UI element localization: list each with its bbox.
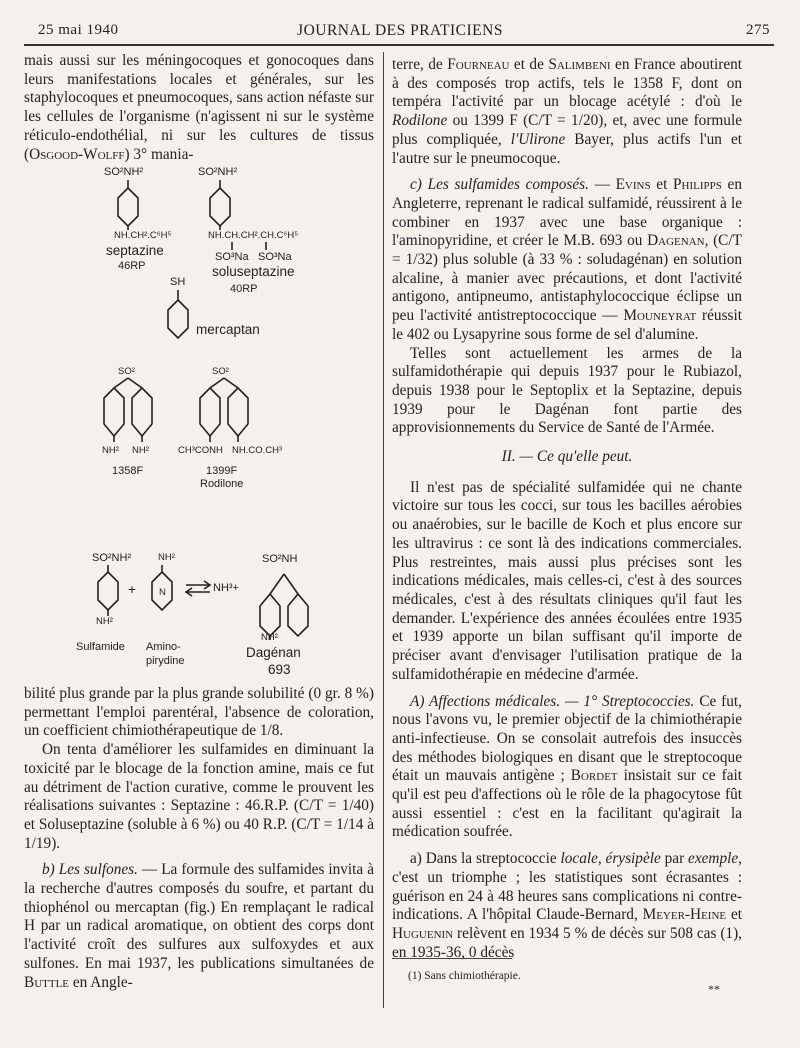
- author-name: Fourneau: [447, 56, 510, 73]
- benzene-ring-mercaptan: [168, 300, 188, 338]
- author-name: Evins: [615, 176, 651, 194]
- right-column: [392, 56, 742, 962]
- header-journal-title: JOURNAL DES PRATICIENS: [297, 22, 503, 39]
- soluseptazine-sulfonate-a: SO³Na: [215, 251, 249, 263]
- soluseptazine-label: soluseptazine: [212, 264, 295, 279]
- aminopyridine-label-2: pirydine: [146, 655, 185, 667]
- text: terre, de: [392, 56, 448, 73]
- author-name: Salimbeni: [548, 56, 611, 73]
- author-name: Meyer-Heine: [642, 906, 727, 924]
- author-name: Huguenin: [392, 924, 454, 942]
- drug-name: Rodilone: [392, 112, 448, 130]
- left-column-bottom: [24, 685, 374, 992]
- sulfamide-amine: NH²: [96, 616, 113, 627]
- text: , (C/T = 1/32) plus soluble (à 33 % : soludagénan) en solution alcaline, à manier avec précautions, et dont l'activité antigono, antipneumo, antistaphylococcique éclipse un peu l'activité antistreptococcique —: [392, 232, 742, 325]
- bond: [224, 378, 238, 388]
- author-name: Philipps: [673, 176, 722, 194]
- ammonia-byproduct: NH³+: [213, 582, 239, 594]
- dagenan-amine: NH²: [261, 632, 278, 643]
- emphasis: locale, érysipèle: [560, 850, 661, 868]
- text: mais aussi sur les méningocoques et gonocoques dans leurs manifestations locales et générales, sur les staphylocoques et pneumocoques, sans action néfaste sur les cellules de l'organisme (n'agissent ni sur le système réticulo-endothélial, ni sur les cultures de tissus (: [24, 52, 374, 163]
- subsection-label: c) Les sulfamides composés.: [410, 176, 589, 194]
- text: Ce fut, nous l'avons vu, le premier objectif de la chimiothérapie anti-infectieuse. On se consolait autrefois des insuccès des méthodes biologiques en disant que le streptocoque était un mauvais antigène ;: [392, 692, 742, 785]
- benzene-ring-dagenan-left: [260, 594, 280, 636]
- section-heading: [392, 448, 742, 467]
- compound-1399f-code: 1399F: [206, 465, 238, 477]
- dagenan-label: Dagénan: [246, 645, 301, 660]
- paragraph: [24, 861, 374, 992]
- signature-mark: **: [708, 982, 720, 996]
- paragraph: Il n'est pas de spécialité sulfamidée qui ne chante victoire sur tous les cocci, sur tous les bacilles aérobies ou anaérobies, sur le bacille de Koch et plus encore sur les ultravirus : ce sont là des indications commerciales. Plus restreintes, mais aussi plus précises sont les indications médicales, mais celles-ci, c'est à des sources médicales, c'est à des résultats cliniques qu'il faut les demander. L'expérience des années écoulées entre 1935 et 1939 apporte un bilan suffisant qu'il importe de préciser avant d'envisager l'utilisation pratique de la sulfamidothérapie en médecine d'armée.: [392, 478, 742, 683]
- bond: [270, 574, 284, 594]
- author-name: Mouneyrat: [623, 307, 697, 325]
- author-name: Buttle: [24, 973, 70, 991]
- dagenan-top-group: SO²NH: [262, 553, 298, 565]
- aminopyridine-nh2: NH²: [158, 552, 175, 563]
- text: en France aboutirent à des composés trop actifs, tels le 1358 F, dont on tempéra l'activité par un blocage acétylé : d'où le: [392, 56, 743, 111]
- benzene-ring-1358f-right: [132, 388, 152, 436]
- header-page-number: 275: [746, 22, 770, 38]
- benzene-ring-septazine: [118, 188, 138, 226]
- pyridine-ring-dagenan-right: [288, 594, 308, 636]
- text: et: [650, 176, 673, 194]
- septazine-amine-group: NH.CH².C⁶H⁵: [114, 230, 172, 241]
- subsection-sublabel: — 1° Streptococcies.: [560, 692, 695, 710]
- sulfamide-top-group: SO²NH²: [92, 552, 132, 564]
- bond: [114, 378, 128, 388]
- text: relèvent en 1934 5 % de décès sur 508 cas (1), en 1935-36, 0 décès: [392, 924, 742, 961]
- paragraph: [392, 56, 742, 168]
- plus-sign: +: [128, 582, 136, 597]
- text: en Angleterre, reprenant le radical sulfamidé, réussirent à le combiner en 1937 avec une base organique : l'aminopyridine, et créer le M.B. 693 ou: [392, 176, 742, 250]
- text: —: [588, 176, 616, 194]
- paragraph: [392, 850, 742, 962]
- text: en Angle-: [69, 973, 133, 991]
- soluseptazine-amine-group: NH.CH.CH².CH.C⁶H⁵: [208, 230, 299, 241]
- text: , c'est un triomphe ; les statistiques sont écrasantes : guérison en 24 à 48 heures sans complications ni contre-indications. A l'hôpital Claude-Bernard,: [392, 850, 742, 924]
- mercaptan-sh-group: SH: [170, 276, 186, 288]
- footnote-rule: [392, 958, 512, 959]
- sulfamide-label: Sulfamide: [76, 641, 125, 653]
- compound-1358f-label: 1358F: [112, 465, 144, 477]
- compound-1358f-nh2-a: NH²: [102, 445, 119, 456]
- septazine-code: 46RP: [118, 260, 146, 272]
- soluseptazine-top-group: SO²NH²: [198, 166, 238, 178]
- paragraph: Telles sont actuellement les armes de la sulfamidothérapie qui depuis 1937 pour le Rubiazol, depuis 1938 pour le Septoplix et la Septazine, depuis 1939 pour le Dagénan font partie des approvisionnements du Service de Santé de l'Armée.: [392, 344, 742, 437]
- text: ou 1399 F (C/T = 1/20), et, avec une formule plus compliquée,: [392, 112, 742, 148]
- text: Bayer, plus actifs l'un et l'autre sur le pneumocoque.: [392, 130, 742, 167]
- text: ) 3° mania-: [124, 145, 194, 163]
- paragraph: bilité plus grande par la plus grande solubilité (0 gr. 8 %) permettant l'emploi parentéral, l'absence de coloration, un coefficient chimiothérapeutique de 1/8.: [24, 685, 374, 740]
- subsection-label: b) Les sulfones.: [42, 861, 138, 879]
- drug-name: Dagenan: [647, 232, 705, 250]
- paragraph: On tenta d'améliorer les sulfamides en diminuant la toxicité par le blocage de la fonction amine, mais ce fut au détriment de l'action curative, comme le prouvent les réalisations suivantes : Septazine : 46.R.P. (C/T = 1/40) et Soluseptazine (soluble à 6 %) ou 40 R.P. (C/T = 1/14 à 1/19).: [24, 741, 374, 852]
- subsection-label: A) Affections médicales.: [410, 692, 561, 710]
- rodilone-label: Rodilone: [200, 478, 244, 490]
- paragraph: [392, 693, 742, 843]
- dagenan-code: 693: [268, 662, 291, 677]
- soluseptazine-code: 40RP: [230, 283, 258, 295]
- septazine-top-group: SO²NH²: [104, 166, 144, 178]
- septazine-label: septazine: [106, 243, 164, 258]
- text: insistait sur ce fait qu'il est peu d'affections où le rôle de la phagocytose fût aussi essentiel : c'est en la facilitant qu'agirait la médication soufrée.: [392, 767, 742, 841]
- soluseptazine-sulfonate-b: SO³Na: [258, 251, 292, 263]
- benzene-ring-1399f-right: [228, 388, 248, 436]
- compound-1358f-so2: SO²: [118, 366, 135, 377]
- compound-1399f-acetamide-a: CH³CONH: [178, 445, 223, 456]
- text: et: [726, 906, 742, 924]
- drug-name: l'Ulirone: [510, 130, 566, 148]
- paragraph: [392, 176, 742, 344]
- text: a) Dans la streptococcie: [410, 850, 561, 868]
- text: et de: [509, 56, 549, 73]
- compound-1399f-so2: SO²: [212, 366, 229, 377]
- bond: [284, 574, 298, 594]
- text: — La formule des sulfamides invita à la recherche d'autres composés du soufre, et partant du thiophénol ou mercaptan (fig.) En remplaçant le radical H par un radical aromatique, on obtient des corps dont l'activité croît des sulfures aux sulfoxydes et aux sulfones. En mai 1937, les publications simultanées de: [24, 861, 374, 972]
- benzene-ring-sulfamide: [98, 572, 118, 610]
- compound-1399f-acetamide-b: NH.CO.CH³: [232, 445, 283, 456]
- aminopyridine-n: N: [159, 587, 166, 598]
- benzene-ring-1358f-left: [104, 388, 124, 436]
- aminopyridine-label-1: Amino-: [146, 641, 181, 653]
- footnote: (1) Sans chimiothérapie.: [408, 970, 521, 982]
- compound-1358f-nh2-b: NH²: [132, 445, 149, 456]
- section-heading-text: II. — Ce qu'elle peut.: [501, 448, 633, 466]
- header-date: 25 mai 1940: [38, 22, 119, 38]
- benzene-ring-1399f-left: [200, 388, 220, 436]
- author-name: Bordet: [570, 767, 618, 785]
- text: par: [660, 850, 689, 868]
- benzene-ring-soluseptazine: [210, 188, 230, 226]
- bond: [210, 378, 224, 388]
- text: réussit le 402 ou Lysapyrine sous forme de sel d'alumine.: [392, 307, 742, 343]
- author-name: Osgood-Wolff: [29, 145, 125, 163]
- bond: [128, 378, 142, 388]
- mercaptan-label: mercaptan: [196, 322, 260, 337]
- emphasis: exemple: [688, 850, 739, 868]
